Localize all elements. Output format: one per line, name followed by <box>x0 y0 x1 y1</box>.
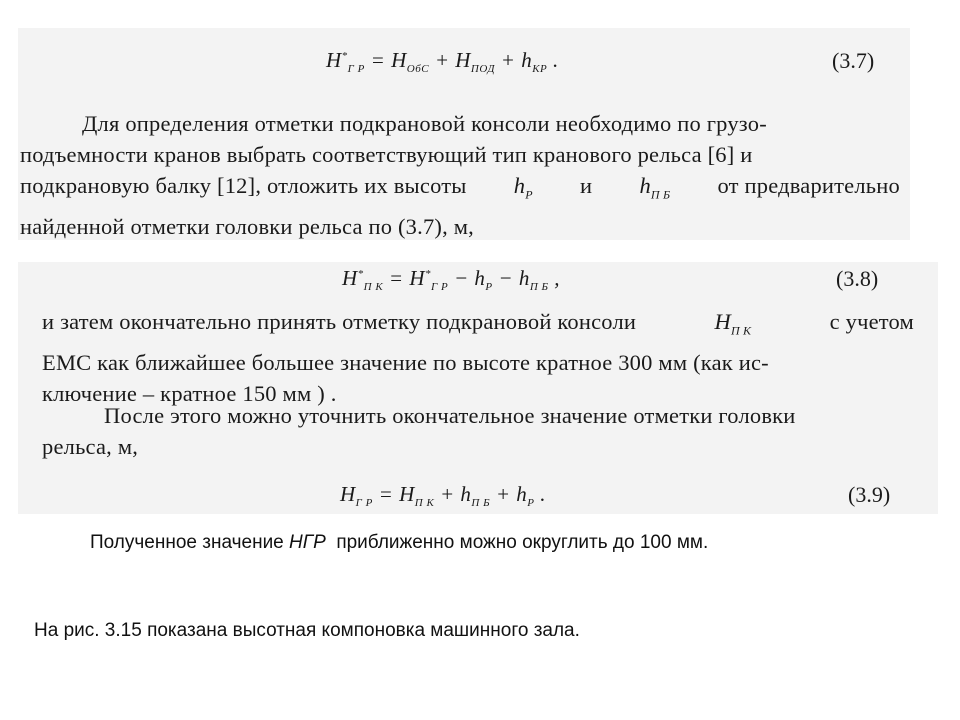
paragraph-rail-head-refinement <box>42 400 914 462</box>
text-line: Для определения отметки подкрановой консоли необходимо по грузо- <box>82 111 767 136</box>
text-line: подъемности кранов выбрать соответствующий тип кранового рельса [6] и <box>20 142 753 167</box>
rounding-note: Полученное значение НГР приближенно можно округлить до 100 мм. <box>90 532 709 553</box>
text-line: ключение – кратное 150 мм ) . <box>42 380 337 406</box>
text-line: и затем окончательно принять отметку подкрановой консоли $H_{П К}$ с учетом <box>42 309 914 338</box>
equation-3-9: $H_{Г Р} = H_{П К} + h_{П Б} + h_Р$ . <box>340 482 547 510</box>
text-line: После этого можно уточнить окончательное значение отметки головки <box>104 403 796 428</box>
equation-number-3-8: (3.8) <box>836 266 879 291</box>
text-line: ЕМС как ближайшее большее значение по высоте кратное 300 мм (как ис- <box>42 349 769 375</box>
paragraph-console-elevation <box>42 306 914 409</box>
text-line: подкрановую балку [12], отложить их высоты $h_Р$ и $h_{П Б}$ от предварительно <box>20 173 900 202</box>
figure-reference: На рис. 3.15 показана высотная компоновка машинного зала. <box>34 620 580 641</box>
paragraph-crane-console <box>20 108 900 242</box>
equation-number-3-9: (3.9) <box>848 482 891 507</box>
equation-3-7: $H^*_{Г Р} = H_{ОбС} + H_{ПОД} + h_{КР}$ . <box>326 48 559 76</box>
text-line: рельса, м, <box>42 434 139 459</box>
equation-3-8: $H^*_{П К} = H^*_{Г Р} - h_Р - h_{П Б}$ , <box>342 266 561 294</box>
equation-number-3-7: (3.7) <box>832 48 875 73</box>
text-line: найденной отметки головки рельса по (3.7), м, <box>20 213 475 239</box>
